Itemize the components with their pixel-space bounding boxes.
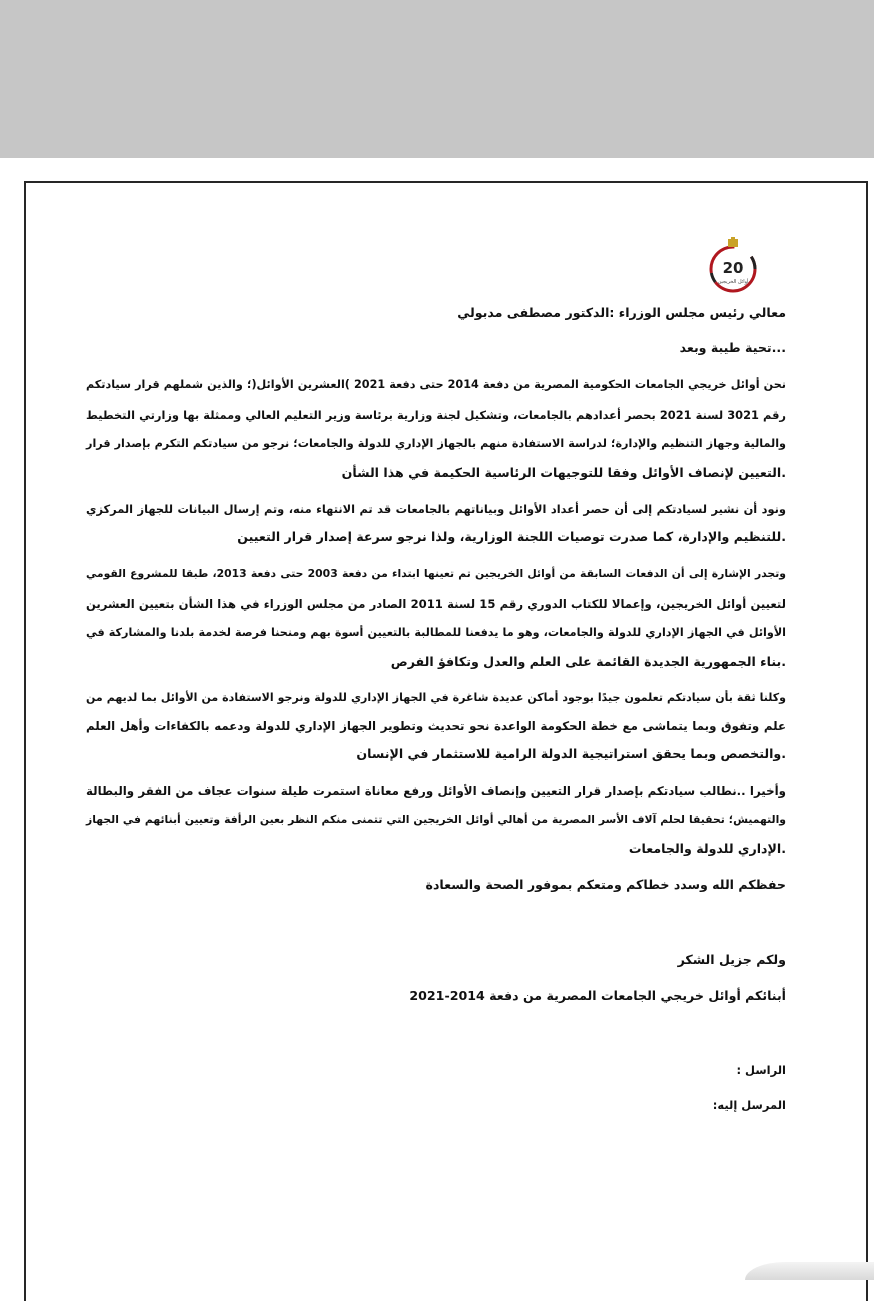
p5-line: .الإداري للدولة والجامعات [628,841,786,856]
top-gray-band [0,0,874,158]
p2-line: .للتنظيم والإدارة، كما صدرت توصيات اللجنة الوزارية، ولذا نرجو سرعة إصدار قرار التعيين [237,529,786,544]
p3-line: لتعيين أوائل الخريجين، وإعمالا للكتاب الدوري رقم 15 لسنة 2011 الصادر من مجلس الوزراء في هذا الشأن بتعيين العشرين [86,597,786,611]
p2-line: ونود أن نشير لسيادتكم إلى أن حصر أعداد الأوائل وبياناتهم بالجامعات قد تم الانتهاء منه، وتم إرسال البيانات للجهاز المركزي [86,502,786,516]
closing-wish: حفظكم الله وسدد خطاكم ومتعكم بموفور الصحة والسعادة [425,877,786,892]
p3-line: الأوائل في الجهاز الإداري للدولة والجامعات، وهو ما يدفعنا للمطالبة بالتعيين أسوة بهم ومنحنا فرصة لخدمة بلدنا والمشاركة في [86,626,786,639]
greeting: ...تحية طيبة وبعد [679,340,786,355]
p5-line: والتهميش؛ تحقيقا لحلم آلاف الأسر المصرية من أهالي أوائل الخريجين التي تتمنى منكم النظر بعين الرأفة وتعيين أبنائهم في الجهاز [86,813,786,826]
p1-line: .التعيين لإنصاف الأوائل وفقا للتوجيهات الرئاسية الحكيمة في هذا الشأن [341,465,786,480]
recipient-label: المرسل إليه: [712,1098,786,1112]
ministry-20-years-logo [702,235,764,297]
addressee: معالي رئيس مجلس الوزراء :الدكتور مصطفى مدبولي [457,305,786,320]
p4-line: علم وتفوق وبما يتماشى مع خطة الحكومة الواعدة نحو تحديث وتطوير الجهاز الإداري للدولة ودعمه بالكفاءات وأهل العلم [86,719,786,733]
thanks-line: ولكم جزيل الشكر [677,952,786,967]
p3-line: .بناء الجمهورية الجديدة القائمة على العلم والعدل وتكافؤ الفرص [390,654,786,669]
p1-line: والمالية وجهاز التنظيم والإدارة؛ لدراسة الاستفادة منهم بالجهاز الإداري للدولة والجامعات؛ نرجو من سيادتكم التكرم بإصدار قرار [86,437,786,450]
p4-line: .والتخصص وبما يحقق استراتيجية الدولة الرامية للاستثمار في الإنسان [356,746,786,761]
p1-line: رقم 3021 لسنة 2021 بحصر أعدادهم بالجامعات، وتشكيل لجنة وزارية برئاسة وزير التعليم العالي وممثلة بها وزارتي التخطيط [86,408,786,422]
p1-line: نحن أوائل خريجي الجامعات الحكومية المصرية من دفعة 2014 حتى دفعة 2021 )العشرين الأوائل(؛ والذين شملهم قرار سيادتكم [86,378,786,391]
p4-line: وكلنا ثقة بأن سيادتكم تعلمون جيدًا بوجود أماكن عديدة شاغرة في الجهاز الإداري للدولة ونرجو الاستفادة من الأوائل بما لديهم من [86,691,786,704]
signature-line: أبنائكم أوائل خريجي الجامعات المصرية من دفعة 2014-2021 [409,988,786,1003]
page-curl [745,1262,874,1280]
logo-number: 20 [722,259,744,277]
logo-caption: أوائل الخريجين [717,279,749,285]
p3-line: وتجدر الإشارة إلى أن الدفعات السابقة من أوائل الخريجين تم تعينها ابتداء من دفعة 2003 حتى دفعة 2013، طبقا للمشروع القومي [86,567,786,580]
sender-label: الراسل : [736,1063,786,1077]
p5-line: وأخيرا ..نطالب سيادتكم بإصدار قرار التعيين وإنصاف الأوائل ورفع معاناة استمرت طيلة سنوات عجاف من الفقر والبطالة [86,784,786,798]
